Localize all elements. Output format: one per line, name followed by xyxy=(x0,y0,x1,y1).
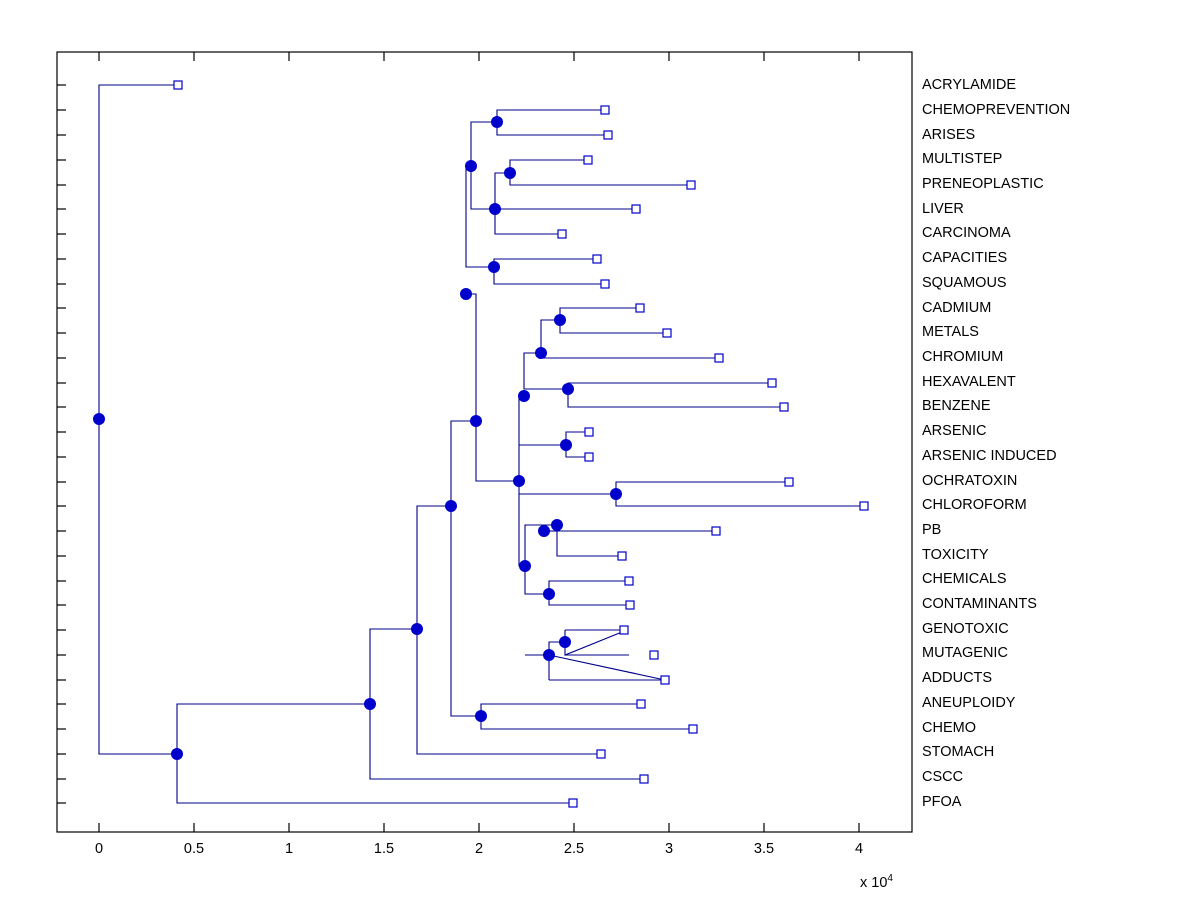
leaf-marker xyxy=(569,799,577,807)
leaf-label-contaminants: CONTAMINANTS xyxy=(922,596,1037,612)
x-tick-label-1: 0.5 xyxy=(183,841,205,857)
x-axis-exponent-power: 4 xyxy=(887,873,893,884)
leaf-label-liver: LIVER xyxy=(922,201,964,217)
x-tick-label-5: 2.5 xyxy=(563,841,585,857)
internal-node-marker xyxy=(460,288,472,300)
internal-node-marker xyxy=(535,347,547,359)
leaf-label-chromium: CHROMIUM xyxy=(922,349,1004,365)
leaf-label-squamous: SQUAMOUS xyxy=(922,275,1007,291)
leaf-marker xyxy=(585,453,593,461)
internal-node-marker xyxy=(610,488,622,500)
y-axis-ticks xyxy=(57,85,66,803)
leaf-label-toxicity: TOXICITY xyxy=(922,547,989,563)
leaf-marker xyxy=(663,329,671,337)
internal-node-marker xyxy=(475,710,487,722)
leaf-marker xyxy=(661,676,669,684)
leaf-marker xyxy=(604,131,612,139)
internal-node-marker xyxy=(543,649,555,661)
x-tick-label-2: 1 xyxy=(284,841,294,857)
leaf-marker xyxy=(558,230,566,238)
internal-node-marker xyxy=(551,519,563,531)
leaf-marker xyxy=(712,527,720,535)
leaf-label-arsenic-induced: ARSENIC INDUCED xyxy=(922,448,1057,464)
leaf-label-multistep: MULTISTEP xyxy=(922,151,1003,167)
leaf-marker xyxy=(601,280,609,288)
internal-node-marker xyxy=(470,415,482,427)
leaf-marker xyxy=(174,81,182,89)
leaf-label-carcinoma: CARCINOMA xyxy=(922,225,1011,241)
leaf-label-chemicals: CHEMICALS xyxy=(922,571,1007,587)
leaf-label-capacities: CAPACITIES xyxy=(922,250,1008,266)
leaf-marker xyxy=(689,725,697,733)
leaf-marker xyxy=(625,577,633,585)
internal-node-marker xyxy=(504,167,516,179)
internal-node-marker xyxy=(93,413,105,425)
internal-node-marker xyxy=(364,698,376,710)
x-tick-label-8: 4 xyxy=(854,841,864,857)
leaf-label-aneuploidy: ANEUPLOIDY xyxy=(922,695,1016,711)
leaf-marker xyxy=(597,750,605,758)
internal-node-marker xyxy=(411,623,423,635)
internal-node-marker xyxy=(488,261,500,273)
leaf-label-preneoplastic: PRENEOPLASTIC xyxy=(922,176,1044,192)
x-axis-exponent-base: x 10 xyxy=(860,874,888,891)
leaf-label-chemoprevention: CHEMOPREVENTION xyxy=(922,102,1071,118)
leaf-label-arises: ARISES xyxy=(922,127,976,143)
leaf-label-ochratoxin: OCHRATOXIN xyxy=(922,473,1018,489)
node-markers xyxy=(93,116,622,760)
leaf-marker xyxy=(637,700,645,708)
leaf-label-cscc: CSCC xyxy=(922,769,964,785)
x-tick-label-4: 2 xyxy=(474,841,484,857)
x-tick-label-3: 1.5 xyxy=(373,841,395,857)
leaf-label-chloroform: CHLOROFORM xyxy=(922,497,1027,513)
internal-node-marker xyxy=(559,636,571,648)
leaf-label-arsenic: ARSENIC xyxy=(922,423,987,439)
leaf-marker xyxy=(636,304,644,312)
leaf-marker xyxy=(715,354,723,362)
leaf-marker xyxy=(780,403,788,411)
leaf-marker xyxy=(584,156,592,164)
x-tick-label-0: 0 xyxy=(94,841,104,857)
leaf-label-pb: PB xyxy=(922,522,942,538)
leaf-marker xyxy=(768,379,776,387)
leaf-marker xyxy=(626,601,634,609)
leaf-marker xyxy=(585,428,593,436)
leaf-marker xyxy=(593,255,601,263)
leaf-label-genotoxic: GENOTOXIC xyxy=(922,621,1009,637)
leaf-marker xyxy=(785,478,793,486)
internal-node-marker xyxy=(491,116,503,128)
dendrogram-links xyxy=(99,85,864,803)
leaf-label-hexavalent: HEXAVALENT xyxy=(922,374,1016,390)
leaf-marker xyxy=(620,626,628,634)
leaf-label-mutagenic: MUTAGENIC xyxy=(922,645,1008,661)
leaf-label-acrylamide: ACRYLAMIDE xyxy=(922,77,1017,93)
internal-node-marker xyxy=(518,390,530,402)
internal-node-marker xyxy=(171,748,183,760)
leaf-label-cadmium: CADMIUM xyxy=(922,300,992,316)
internal-node-marker xyxy=(489,203,501,215)
leaf-label-stomach: STOMACH xyxy=(922,744,995,760)
x-tick-label-6: 3 xyxy=(664,841,674,857)
leaf-marker xyxy=(860,502,868,510)
leaf-marker xyxy=(632,205,640,213)
leaf-marker xyxy=(687,181,695,189)
internal-node-marker xyxy=(543,588,555,600)
internal-node-marker xyxy=(554,314,566,326)
internal-node-marker xyxy=(445,500,457,512)
leaf-markers xyxy=(174,81,868,807)
leaf-marker xyxy=(618,552,626,560)
leaf-marker xyxy=(650,651,658,659)
leaf-label-chemo: CHEMO xyxy=(922,720,976,736)
leaf-marker xyxy=(601,106,609,114)
x-tick-label-7: 3.5 xyxy=(753,841,775,857)
leaf-label-benzene: BENZENE xyxy=(922,398,991,414)
internal-node-marker xyxy=(560,439,572,451)
internal-node-marker xyxy=(538,525,550,537)
leaf-marker xyxy=(640,775,648,783)
internal-node-marker xyxy=(519,560,531,572)
leaf-label-adducts: ADDUCTS xyxy=(922,670,993,686)
internal-node-marker xyxy=(562,383,574,395)
internal-node-marker xyxy=(513,475,525,487)
leaf-label-pfoa: PFOA xyxy=(922,794,962,810)
internal-node-marker xyxy=(465,160,477,172)
leaf-label-metals: METALS xyxy=(922,324,979,340)
